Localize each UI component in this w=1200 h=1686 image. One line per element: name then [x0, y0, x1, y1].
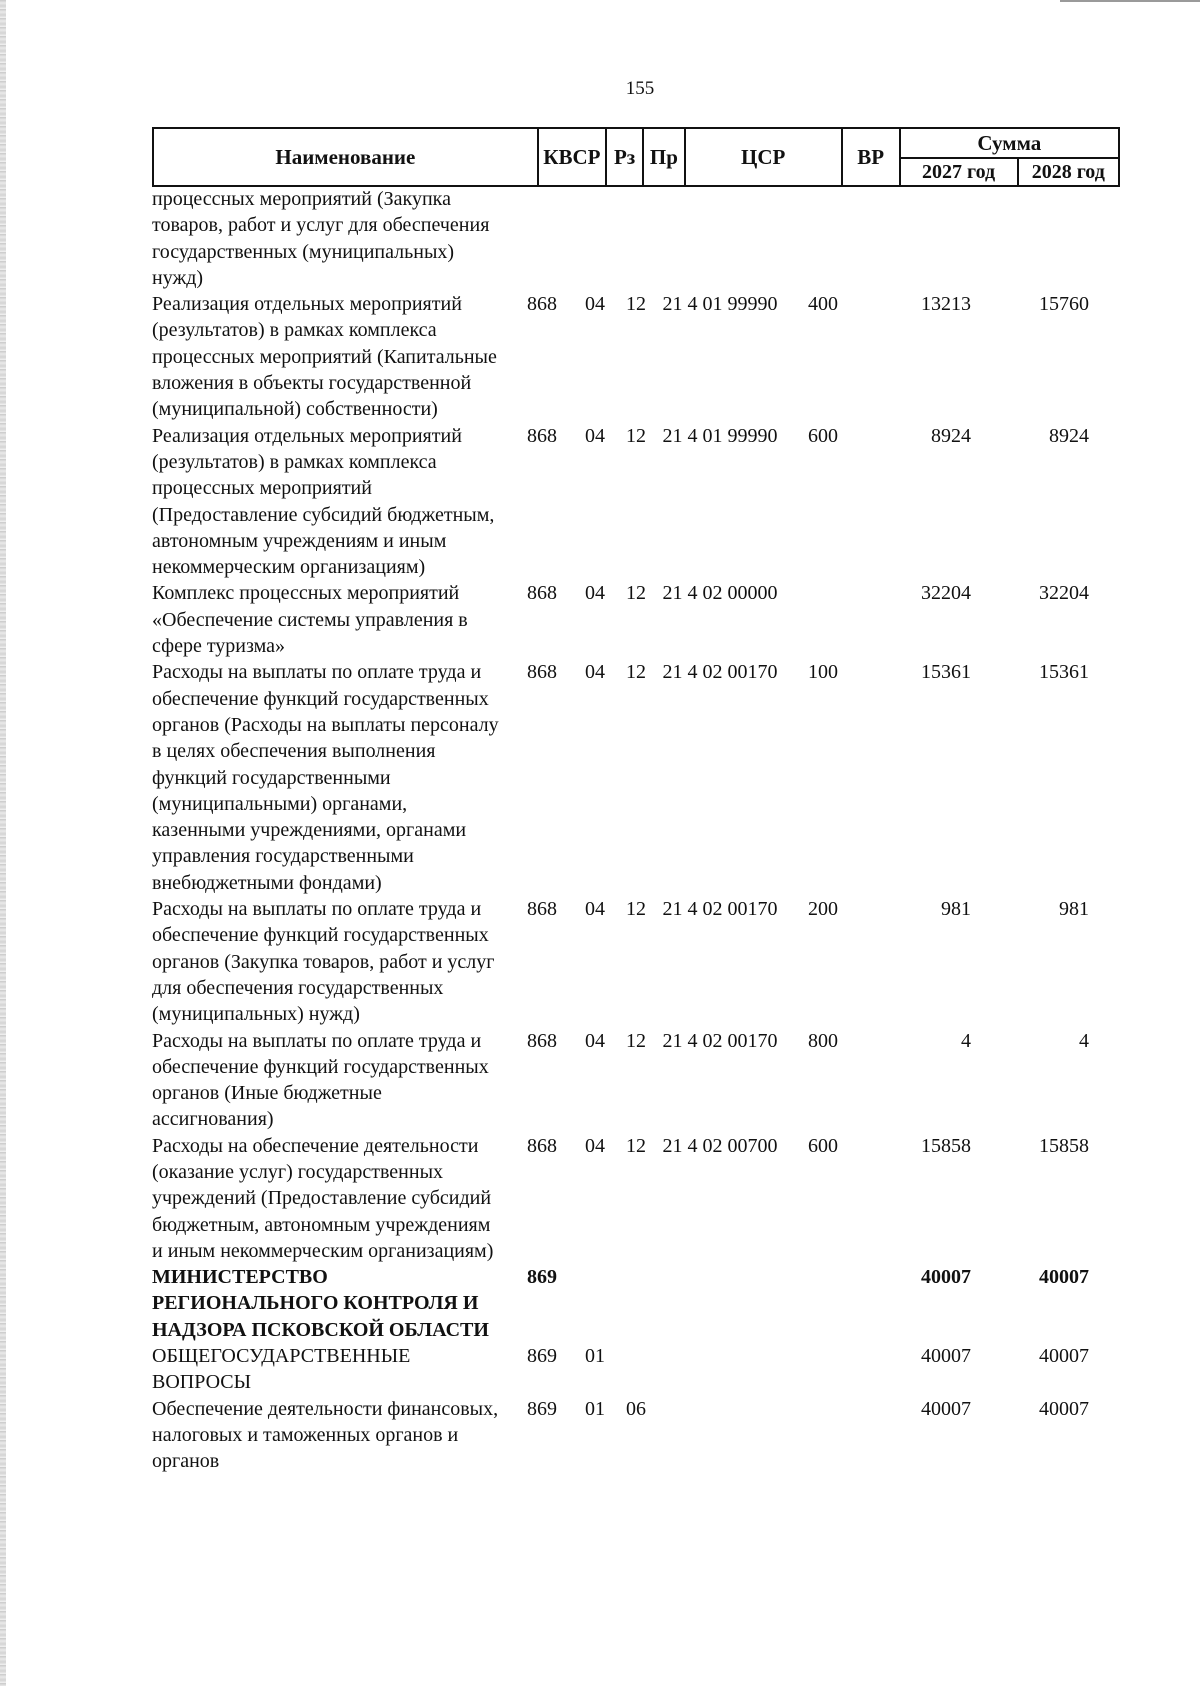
header-vr: ВР [842, 128, 900, 186]
cell-sum-2027: 981 [941, 898, 971, 921]
cell-csr: 21 4 02 00000 [662, 582, 778, 605]
cell-sum-2028: 8924 [1049, 424, 1089, 447]
table-row [148, 1028, 1123, 1133]
cell-rz: 04 [585, 582, 605, 605]
table-row [148, 1396, 1123, 1475]
cell-rz: 04 [585, 293, 605, 316]
table-row [148, 659, 1123, 896]
cell-csr: 21 4 02 00170 [662, 898, 778, 921]
cell-pr: 12 [626, 1029, 646, 1052]
table-row [148, 1133, 1123, 1264]
cell-sum-2028: 40007 [1039, 1266, 1089, 1289]
cell-kvsr: 868 [527, 1134, 557, 1157]
table-body [148, 186, 1123, 1475]
cell-csr: 21 4 02 00170 [662, 1029, 778, 1052]
cell-pr: 12 [626, 582, 646, 605]
cell-name: Реализация отдельных мероприятий (результатов) в рамках комплекса процессных мероприятий (Капитальные вложения в объекты государственной (муниципальной) собственности) [152, 293, 497, 421]
table-row [148, 291, 1123, 422]
table-row [148, 423, 1123, 581]
cell-rz: 04 [585, 898, 605, 921]
scan-edge-top [1060, 0, 1200, 2]
table-row [148, 580, 1123, 659]
cell-sum-2028: 15760 [1039, 293, 1089, 316]
cell-pr: 12 [626, 661, 646, 684]
cell-name: Расходы на выплаты по оплате труда и обеспечение функций государственных органов (Закупка товаров, работ и услуг для обеспечения государственных (муниципальных) нужд) [152, 898, 495, 1026]
cell-sum-2027: 15858 [921, 1134, 971, 1157]
cell-name: Реализация отдельных мероприятий (результатов) в рамках комплекса процессных мероприятий (Предоставление субсидий бюджетным, автономным учреждениям и иным некоммерческим организациям) [152, 424, 495, 579]
cell-kvsr: 868 [527, 424, 557, 447]
scan-edge-left [0, 0, 6, 1686]
header-year-2028: 2028 год [1018, 158, 1119, 186]
cell-name: процессных мероприятий (Закупка товаров, работ и услуг для обеспечения государственных (муниципальных) нужд) [152, 188, 490, 289]
cell-pr: 06 [626, 1397, 646, 1420]
cell-sum-2028: 4 [1079, 1029, 1089, 1052]
cell-rz: 04 [585, 1134, 605, 1157]
cell-sum-2027: 40007 [921, 1266, 971, 1289]
cell-rz: 04 [585, 424, 605, 447]
cell-pr: 12 [626, 898, 646, 921]
cell-csr: 21 4 02 00170 [662, 661, 778, 684]
cell-kvsr: 869 [527, 1266, 557, 1289]
cell-vr: 200 [808, 898, 838, 921]
cell-vr: 600 [808, 1134, 838, 1157]
cell-pr: 12 [626, 424, 646, 447]
cell-csr: 21 4 02 00700 [662, 1134, 778, 1157]
table-row [148, 186, 1123, 291]
header-name: Наименование [153, 128, 538, 186]
cell-kvsr: 868 [527, 898, 557, 921]
cell-vr: 600 [808, 424, 838, 447]
cell-name: Расходы на выплаты по оплате труда и обеспечение функций государственных органов (Расходы на выплаты персоналу в целях обеспечения выполнения функций государственными (муниципальными) органами, казенными учреждениями, органами управления государственными внебюджетными фондами) [152, 661, 499, 894]
cell-sum-2027: 4 [961, 1029, 971, 1052]
cell-sum-2028: 15361 [1039, 661, 1089, 684]
cell-csr: 21 4 01 99990 [662, 424, 778, 447]
cell-name: Расходы на выплаты по оплате труда и обеспечение функций государственных органов (Иные бюджетные ассигнования) [152, 1029, 489, 1131]
cell-rz: 01 [585, 1345, 605, 1368]
cell-sum-2028: 40007 [1039, 1345, 1089, 1368]
cell-rz: 04 [585, 1029, 605, 1052]
cell-kvsr: 868 [527, 661, 557, 684]
cell-csr: 21 4 01 99990 [662, 293, 778, 316]
cell-kvsr: 869 [527, 1345, 557, 1368]
cell-name: МИНИСТЕРСТВО РЕГИОНАЛЬНОГО КОНТРОЛЯ И НАДЗОРА ПСКОВСКОЙ ОБЛАСТИ [152, 1266, 489, 1341]
cell-vr: 400 [808, 293, 838, 316]
table-row [148, 1343, 1123, 1396]
cell-vr: 100 [808, 661, 838, 684]
cell-sum-2028: 40007 [1039, 1397, 1089, 1420]
cell-sum-2027: 13213 [921, 293, 971, 316]
cell-sum-2027: 15361 [921, 661, 971, 684]
cell-name: Обеспечение деятельности финансовых, налоговых и таможенных органов и органов [152, 1397, 499, 1473]
header-sum: Сумма [900, 128, 1119, 158]
cell-sum-2027: 40007 [921, 1397, 971, 1420]
cell-kvsr: 869 [527, 1397, 557, 1420]
cell-sum-2027: 32204 [921, 582, 971, 605]
header-year-2027: 2027 год [900, 158, 1018, 186]
header-csr: ЦСР [685, 128, 842, 186]
cell-kvsr: 868 [527, 293, 557, 316]
table-header [152, 127, 1120, 187]
cell-kvsr: 868 [527, 582, 557, 605]
cell-sum-2028: 981 [1059, 898, 1089, 921]
header-kvsr: КВСР [538, 128, 606, 186]
cell-rz: 01 [585, 1397, 605, 1420]
cell-name: Комплекс процессных мероприятий «Обеспечение системы управления в сфере туризма» [152, 582, 468, 658]
cell-sum-2027: 40007 [921, 1345, 971, 1368]
cell-rz: 04 [585, 661, 605, 684]
cell-pr: 12 [626, 1134, 646, 1157]
cell-pr: 12 [626, 293, 646, 316]
cell-sum-2027: 8924 [931, 424, 971, 447]
table-row [148, 1264, 1123, 1343]
cell-name: ОБЩЕГОСУДАРСТВЕННЫЕ ВОПРОСЫ [152, 1345, 411, 1394]
header-pr: Пр [643, 128, 684, 186]
header-rz: Рз [606, 128, 643, 186]
cell-sum-2028: 32204 [1039, 582, 1089, 605]
table-row [148, 896, 1123, 1027]
cell-sum-2028: 15858 [1039, 1134, 1089, 1157]
page-number: 155 [625, 78, 655, 99]
cell-name: Расходы на обеспечение деятельности (оказание услуг) государственных учреждений (Предоставление субсидий бюджетным, автономным учреждениям и иным некоммерческим организациям) [152, 1134, 494, 1262]
cell-vr: 800 [808, 1029, 838, 1052]
cell-kvsr: 868 [527, 1029, 557, 1052]
